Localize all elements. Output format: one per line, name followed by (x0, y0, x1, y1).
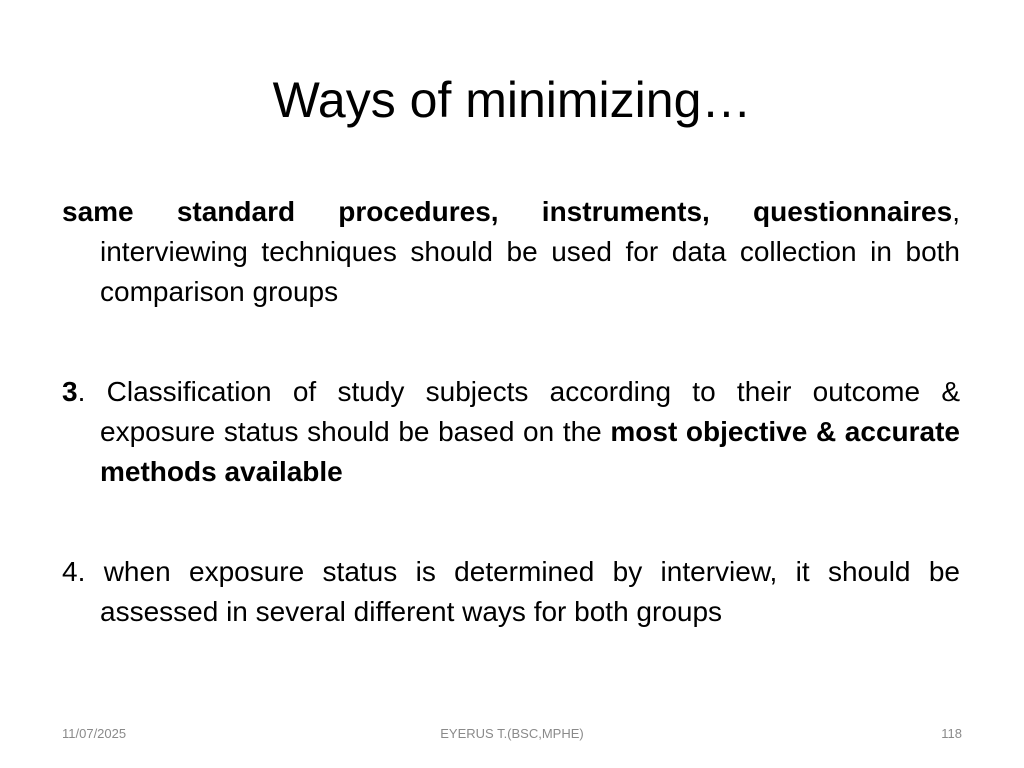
footer-date: 11/07/2025 (62, 726, 127, 741)
paragraph-lead-bold: same standard procedures, instruments, questionnaires (62, 196, 953, 227)
paragraph-classification (62, 372, 960, 492)
paragraph-exposure-interview (62, 552, 960, 632)
slide-body (62, 192, 960, 632)
paragraph-text: , interviewing techniques should be used for data collection in both comparison groups (100, 196, 960, 307)
footer-author: EYERUS T.(BSC,MPHE) (440, 726, 584, 741)
paragraph-tail-bold: most objective & accurate methods available (100, 416, 960, 487)
paragraph-number: 3 (62, 376, 78, 407)
paragraph-text: . Classification of study subjects according to their outcome & exposure status should be based on the (77, 376, 960, 447)
paragraph-text: 4. when exposure status is determined by interview, it should be assessed in several different ways for both groups (62, 556, 960, 627)
footer-page-number: 118 (941, 726, 962, 741)
slide-title: Ways of minimizing… (272, 72, 752, 128)
paragraph-standard-procedures (62, 192, 960, 312)
